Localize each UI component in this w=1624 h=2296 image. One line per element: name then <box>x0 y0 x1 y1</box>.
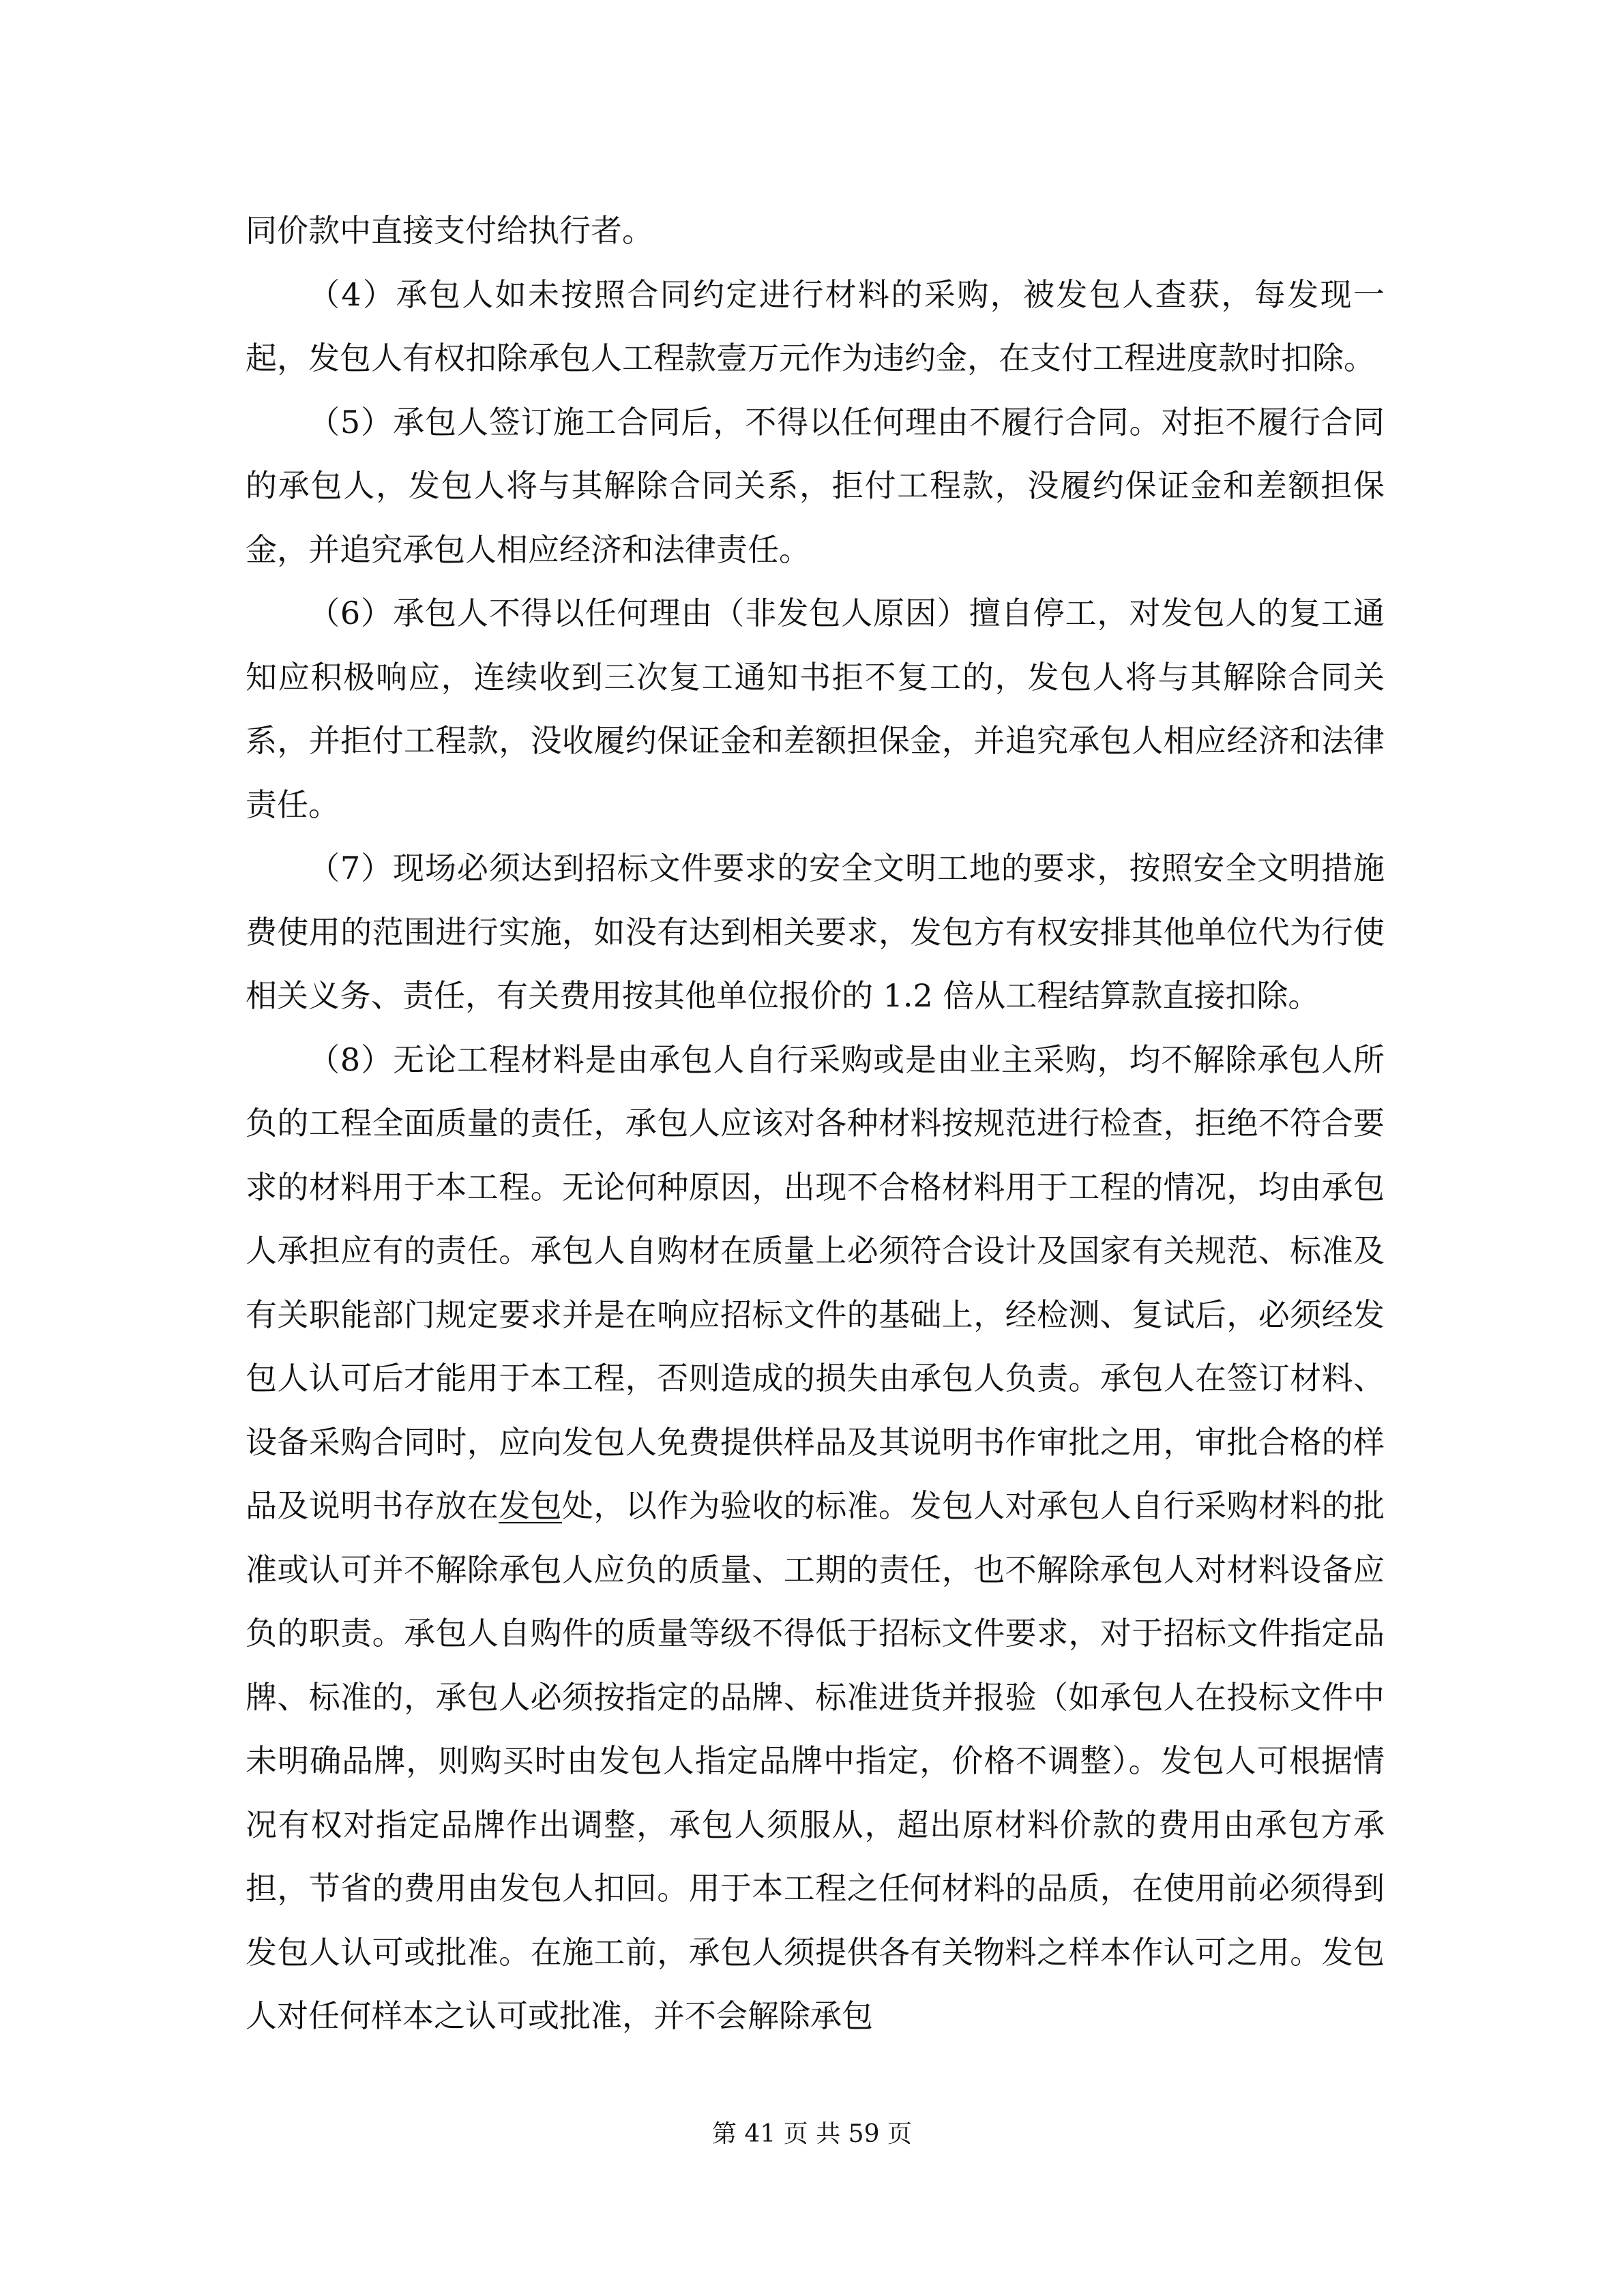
paragraph-clause-8 <box>246 1028 1385 2048</box>
clause-8-text-before: （8）无论工程材料是由承包人自行采购或是由业主采购，均不解除承包人所负的工程全面质量的责任，承包人应该对各种材料按规范进行检查，拒绝不符合要求的材料用于本工程。无论何种原因，出现不合格材料用于工程的情况，均由承包人承担应有的责任。承包人自购材在质量上必须符合设计及国家有关规范、标准及有关职能部门规定要求并是在响应招标文件的基础上，经检测、复试后，必须经发包人认可后才能用于本工程，否则造成的损失由承包人负责。承包人在签订材料、设备采购合同时，应向发包人免费提供样品及其说明书作审批之用，审批合格的样品及说明书存放在 <box>246 1041 1385 1524</box>
footer-middle: 页 共 <box>783 2120 841 2148</box>
page-footer <box>0 2118 1624 2151</box>
paragraph-clause-5: （5）承包人签订施工合同后，不得以任何理由不履行合同。对拒不履行合同的承包人，发包人将与其解除合同关系，拒付工程款，没履约保证金和差额担保金，并追究承包人相应经济和法律责任。 <box>246 403 1385 568</box>
paragraph-clause-7: （7）现场必须达到招标文件要求的安全文明工地的要求，按照安全文明措施费使用的范围进行实施，如没有达到相关要求，发包方有权安排其他单位代为行使相关义务、责任，有关费用按其他单位报价的 1.2 倍从工程结算款直接扣除。 <box>246 850 1385 1014</box>
footer-prefix: 第 <box>712 2120 737 2148</box>
paragraph-clause-6: （6）承包人不得以任何理由（非发包人原因）擅自停工，对发包人的复工通知应积极响应，连续收到三次复工通知书拒不复工的，发包人将与其解除合同关系，并拒付工程款，没收履约保证金和差额担保金，并追究承包人相应经济和法律责任。 <box>246 595 1385 823</box>
total-page-count: 59 <box>848 2120 880 2148</box>
clause-8-text-after: 处，以作为验收的标准。发包人对承包人自行采购材料的批准或认可并不解除承包人应负的质量、工期的责任，也不解除承包人对材料设备应负的职责。承包人自购件的质量等级不得低于招标文件要求，对于招标文件指定品牌、标准的，承包人必须按指定的品牌、标准进货并报验（如承包人在投标文件中未明确品牌，则购买时由发包人指定品牌中指定，价格不调整）。发包人可根据情况有权对指定品牌作出调整，承包人须服从，超出原材料价款的费用由承包方承担，节省的费用由发包人扣回。用于本工程之任何材料的品质，在使用前必须得到发包人认可或批准。在施工前，承包人须提供各有关物料之样本作认可之用。发包人对任何样本之认可或批准，并不会解除承包 <box>246 1487 1385 2034</box>
current-page-number: 41 <box>744 2120 776 2148</box>
footer-suffix: 页 <box>887 2120 912 2148</box>
document-body <box>246 199 1385 2048</box>
paragraph-clause-4: （4）承包人如未按照合同约定进行材料的采购，被发包人查获，每发现一起，发包人有权扣除承包人工程款壹万元作为违约金，在支付工程进度款时扣除。 <box>246 275 1385 376</box>
paragraph-continuation: 同价款中直接支付给执行者。 <box>246 212 653 249</box>
underlined-text: 发包 <box>499 1487 563 1524</box>
